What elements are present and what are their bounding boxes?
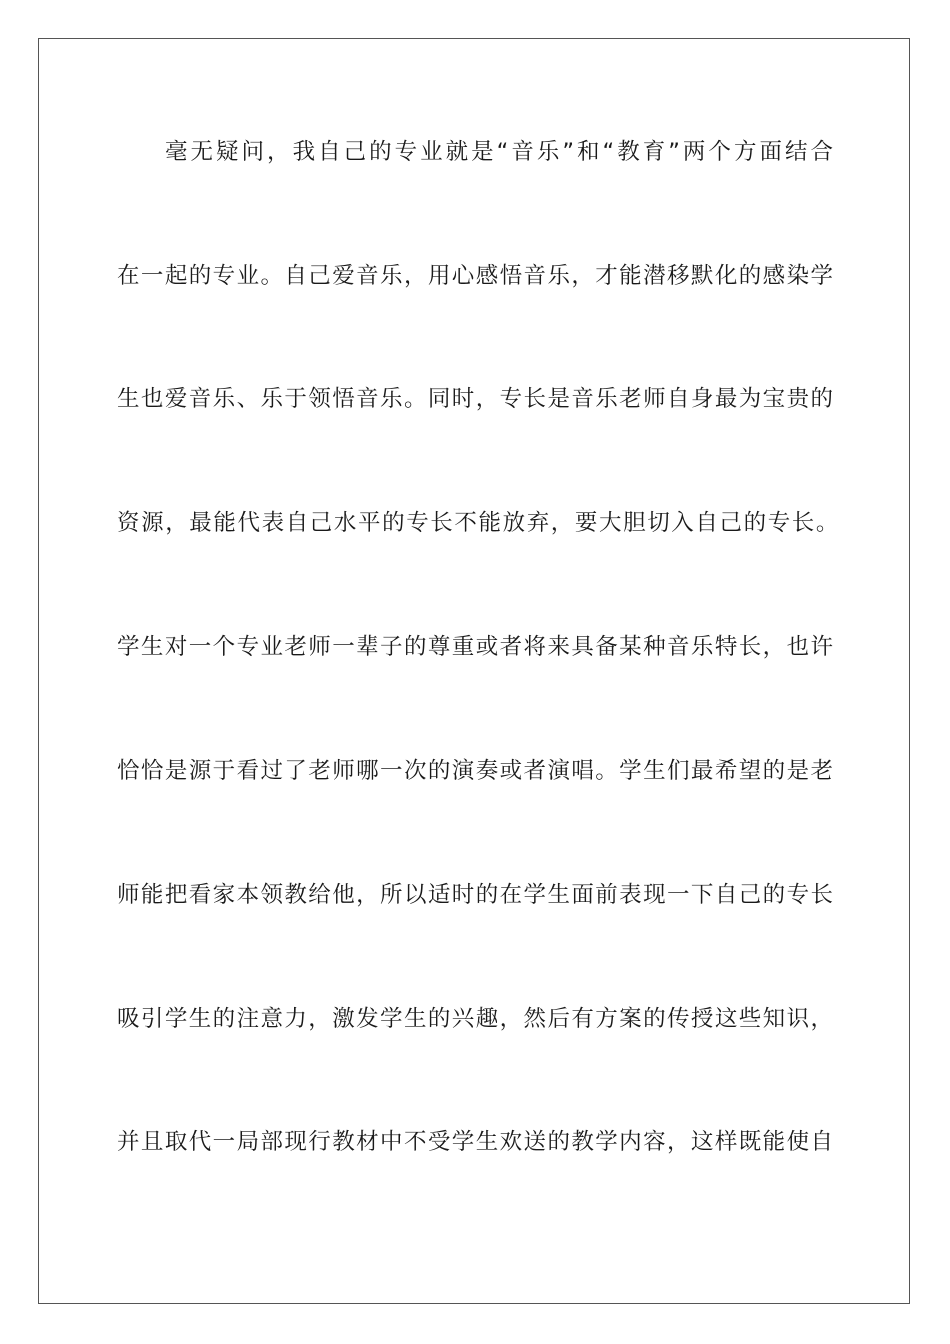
paragraph-line-1: 毫无疑问，我自己的专业就是“音乐”和“教育”两个方面结合 <box>165 139 833 165</box>
paragraph-line-8: 吸引学生的注意力，激发学生的兴趣，然后有方案的传授这些知识， <box>117 1006 833 1032</box>
paragraph-line-4: 资源，最能代表自己水平的专长不能放弃，要大胆切入自己的专长。 <box>117 510 841 536</box>
paragraph-line-6: 恰恰是源于看过了老师哪一次的演奏或者演唱。学生们最希望的是老 <box>117 758 833 784</box>
paragraph-line-2: 在一起的专业。自己爱音乐，用心感悟音乐，才能潜移默化的感染学 <box>117 263 833 289</box>
paragraph-line-5: 学生对一个专业老师一辈子的尊重或者将来具备某种音乐特长，也许 <box>117 634 833 660</box>
paragraph-line-7: 师能把看家本领教给他，所以适时的在学生面前表现一下自己的专长 <box>117 882 833 908</box>
paragraph-line-3: 生也爱音乐、乐于领悟音乐。同时，专长是音乐老师自身最为宝贵的 <box>117 386 833 412</box>
page-border <box>38 38 910 1304</box>
paragraph-line-9: 并且取代一局部现行教材中不受学生欢送的教学内容，这样既能使自 <box>117 1129 833 1155</box>
